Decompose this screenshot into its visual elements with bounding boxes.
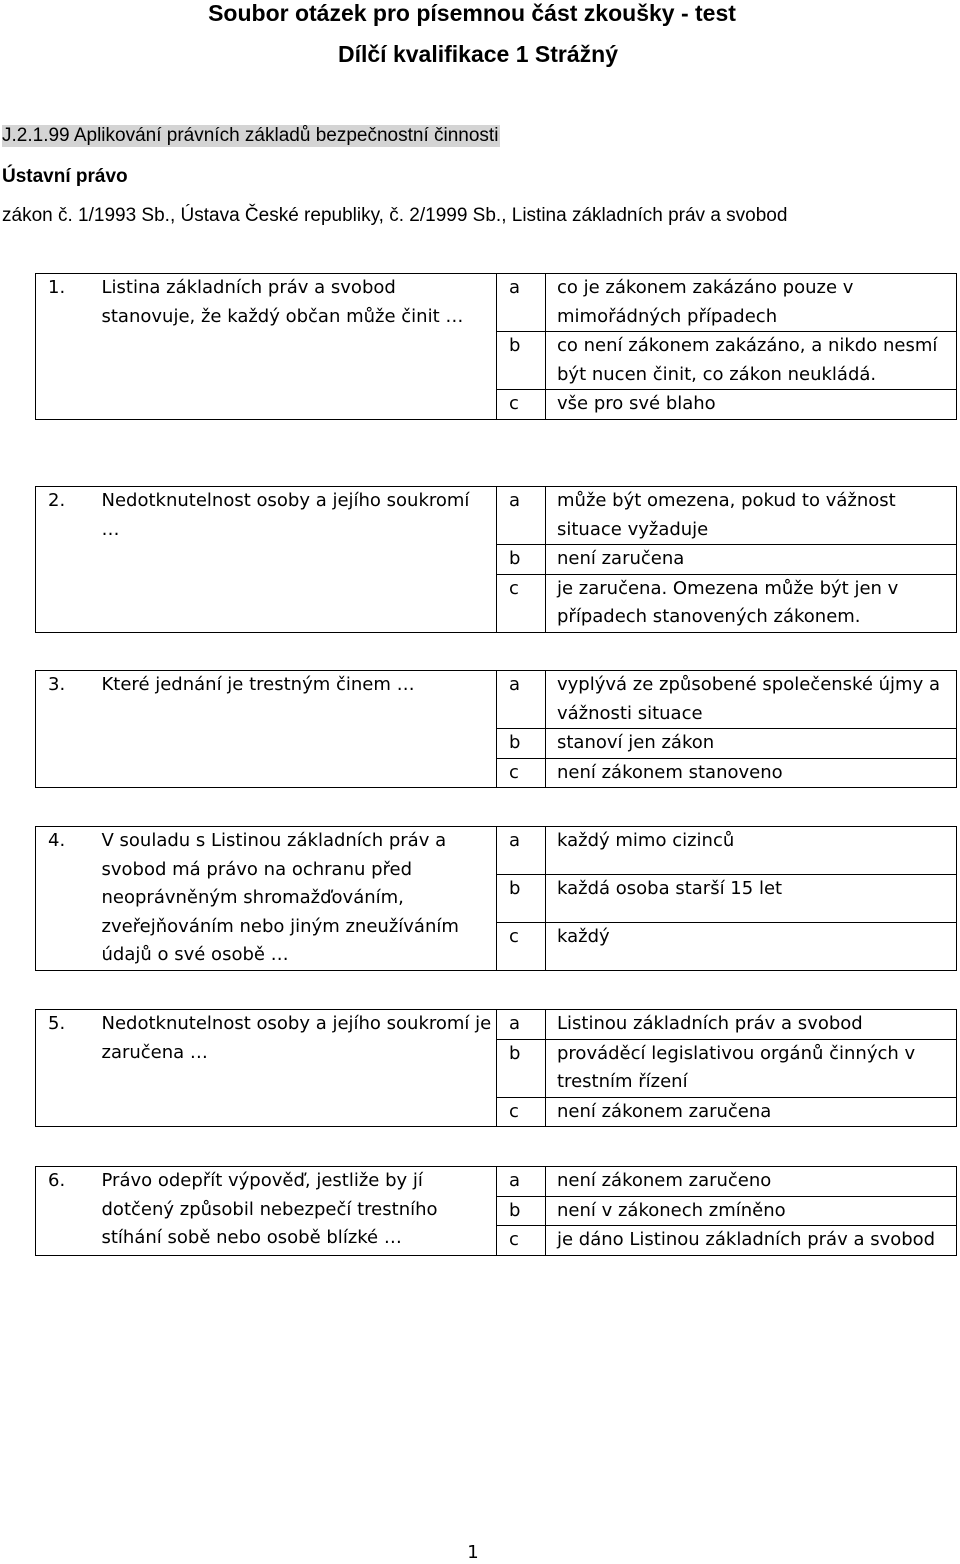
answer-letter: a	[497, 487, 546, 545]
answer-row	[36, 1167, 957, 1197]
answer-row	[36, 827, 957, 875]
answer-letter: c	[497, 1226, 546, 1256]
question-table	[35, 1009, 957, 1127]
answer-option: není zákonem zaručena	[546, 1097, 957, 1127]
answer-row	[36, 671, 957, 729]
answer-option: může být omezena, pokud to vážnost situace vyžaduje	[546, 487, 957, 545]
answer-letter: c	[497, 390, 546, 420]
page-number: 1	[467, 1542, 479, 1563]
answer-option: každý	[546, 922, 957, 970]
answer-option: není zákonem zaručeno	[546, 1167, 957, 1197]
answer-option: vše pro své blaho	[546, 390, 957, 420]
answer-letter: c	[497, 1097, 546, 1127]
question-table	[35, 670, 957, 788]
question-number: 5.	[36, 1010, 92, 1127]
answer-letter: a	[497, 274, 546, 332]
answer-row	[36, 274, 957, 332]
answer-letter: b	[497, 545, 546, 575]
law-reference: zákon č. 1/1993 Sb., Ústava České republiky, č. 2/1999 Sb., Listina základních práv a svobod	[2, 205, 788, 226]
answer-letter: b	[497, 332, 546, 390]
answer-option: každý mimo cizinců	[546, 827, 957, 875]
competency-code: J.2.1.99 Aplikování právních základů bezpečnostní činnosti	[2, 125, 499, 146]
question-number: 3.	[36, 671, 92, 788]
answer-option: co není zákonem zakázáno, a nikdo nesmí být nucen činit, co zákon neukládá.	[546, 332, 957, 390]
answer-option: Listinou základních práv a svobod	[546, 1010, 957, 1040]
answer-letter: c	[497, 758, 546, 788]
answer-letter: a	[497, 671, 546, 729]
answer-option: není zákonem stanoveno	[546, 758, 957, 788]
answer-option: není v zákonech zmíněno	[546, 1196, 957, 1226]
answer-letter: a	[497, 1010, 546, 1040]
document-subtitle: Dílčí kvalifikace 1 Strážný	[338, 41, 618, 67]
answer-option: je zaručena. Omezena může být jen v případech stanovených zákonem.	[546, 574, 957, 632]
question-text: V souladu s Listinou základních práv a svobod má právo na ochranu před neoprávněným shromažďováním, zveřejňováním nebo jiným zneužíváním údajů o své osobě …	[92, 827, 497, 971]
answer-letter: b	[497, 729, 546, 759]
answer-option: prováděcí legislativou orgánů činných v trestním řízení	[546, 1039, 957, 1097]
answer-letter: b	[497, 1039, 546, 1097]
answer-row	[36, 487, 957, 545]
question-table	[35, 826, 957, 971]
question-table	[35, 273, 957, 420]
question-number: 6.	[36, 1167, 92, 1256]
answer-letter: b	[497, 1196, 546, 1226]
answer-letter: c	[497, 574, 546, 632]
answer-letter: a	[497, 1167, 546, 1197]
question-table	[35, 1166, 957, 1256]
answer-letter: c	[497, 922, 546, 970]
question-text: Nedotknutelnost osoby a jejího soukromí …	[92, 487, 497, 633]
section-heading: Ústavní právo	[2, 166, 128, 187]
answer-option: co je zákonem zakázáno pouze v mimořádných případech	[546, 274, 957, 332]
document-title: Soubor otázek pro písemnou část zkoušky - test	[208, 0, 736, 26]
question-table	[35, 486, 957, 633]
question-number: 4.	[36, 827, 92, 971]
answer-letter: a	[497, 827, 546, 875]
answer-option: každá osoba starší 15 let	[546, 874, 957, 922]
answer-option: je dáno Listinou základních práv a svobod	[546, 1226, 957, 1256]
question-number: 2.	[36, 487, 92, 633]
question-number: 1.	[36, 274, 92, 420]
answer-option: stanoví jen zákon	[546, 729, 957, 759]
question-text: Listina základních práv a svobod stanovuje, že každý občan může činit …	[92, 274, 497, 420]
question-text: Nedotknutelnost osoby a jejího soukromí je zaručena …	[92, 1010, 497, 1127]
answer-letter: b	[497, 874, 546, 922]
answer-option: není zaručena	[546, 545, 957, 575]
answer-row	[36, 1010, 957, 1040]
question-text: Které jednání je trestným činem …	[92, 671, 497, 788]
answer-option: vyplývá ze způsobené společenské újmy a vážnosti situace	[546, 671, 957, 729]
question-text: Právo odepřít výpověď, jestliže by jí dotčený způsobil nebezpečí trestního stíhání sobě nebo osobě blízké …	[92, 1167, 497, 1256]
